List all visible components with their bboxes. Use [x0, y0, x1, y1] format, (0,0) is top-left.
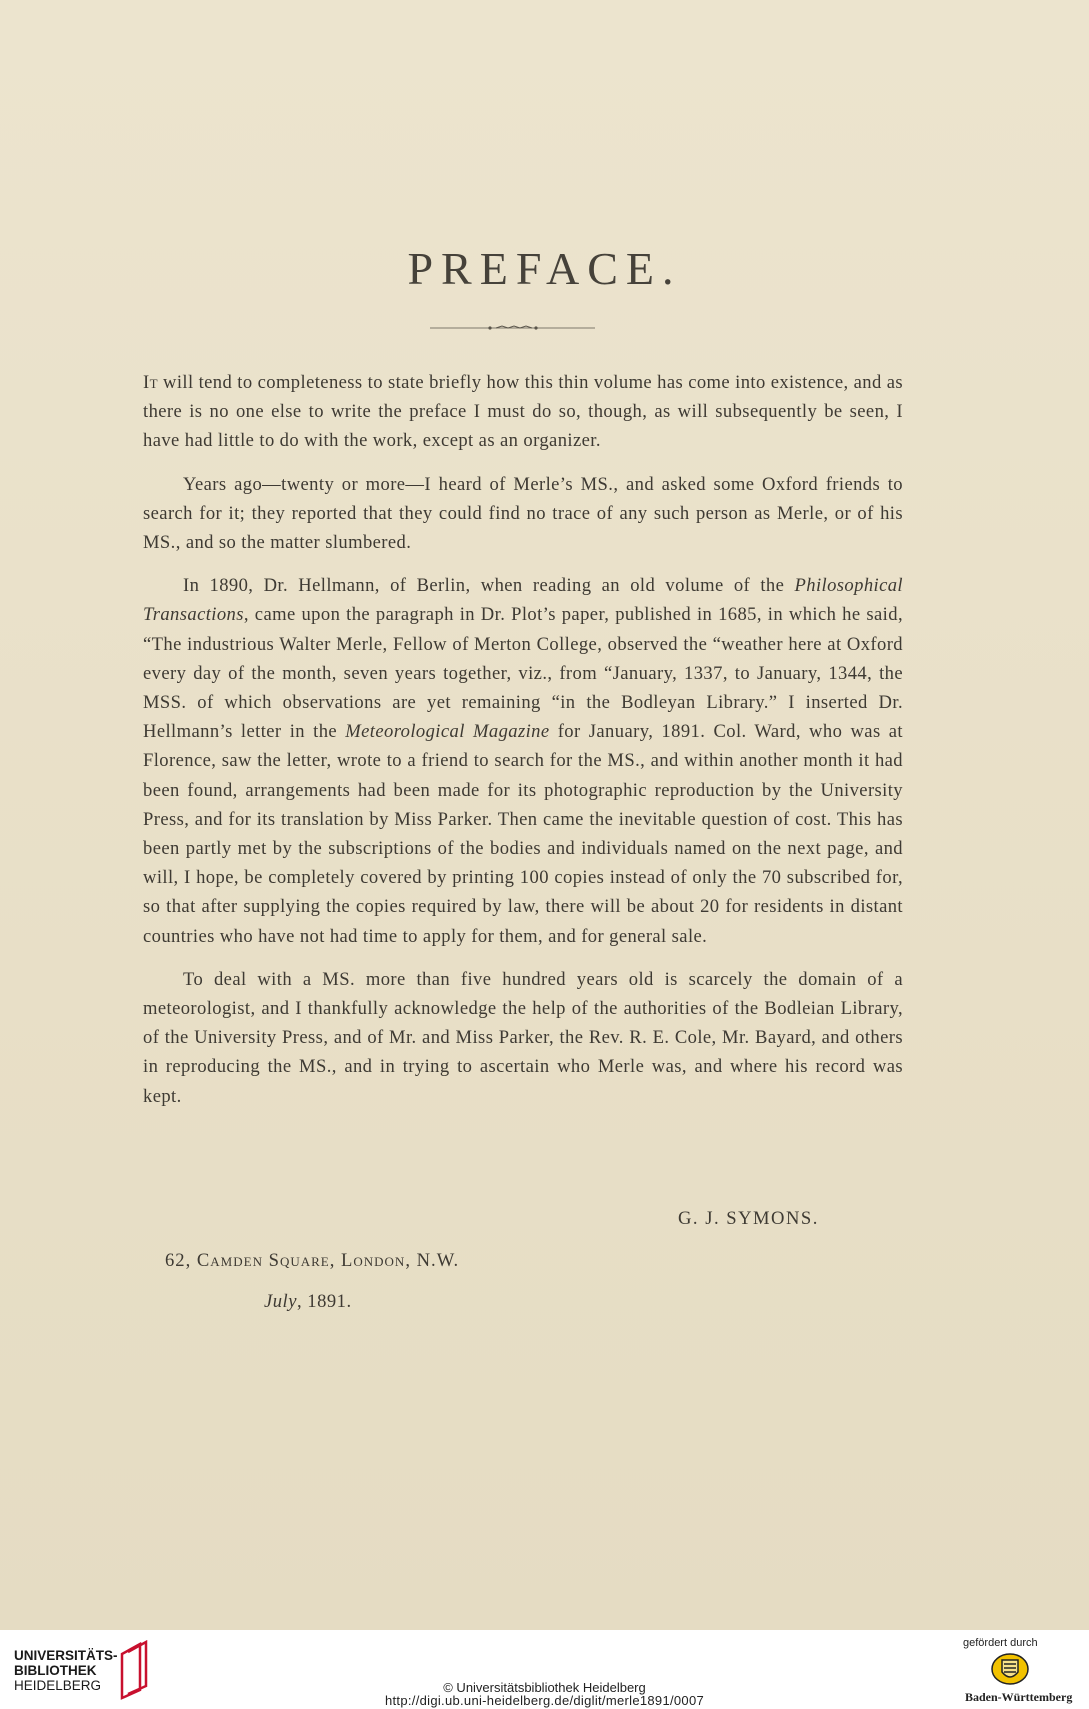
author-address: 62, Camden Square, London, N.W.	[165, 1250, 460, 1271]
paragraph-2: Years ago—twenty or more—I heard of Merle’s MS., and asked some Oxford friends to search for it; they reported that they could find no trace of any such person as Merle, or of his MS., and so the matter slumbered.	[143, 473, 903, 554]
copyright-notice: © Universitätsbibliothek Heidelberg	[443, 1680, 646, 1695]
library-name-line-3: HEIDELBERG	[14, 1678, 102, 1693]
date-month: July	[264, 1291, 297, 1312]
paragraph-3-part-1: In 1890, Dr. Hellmann, of Berlin, when reading an old volume of the	[183, 575, 795, 597]
digitization-footer	[0, 1630, 1089, 1709]
preface-date	[264, 1291, 352, 1313]
paragraph-1	[143, 368, 903, 456]
sponsor-name: Baden-Württemberg	[965, 1690, 1073, 1704]
author-signature: G. J. SYMONS.	[678, 1208, 819, 1229]
library-name-line-1: UNIVERSITÄTS-	[14, 1648, 118, 1663]
baden-wuerttemberg-crest-icon	[990, 1652, 1030, 1686]
date-year: , 1891.	[296, 1291, 352, 1312]
paragraph-3-part-3: for January, 1891. Col. Ward, who was at Florence, saw the letter, wrote to a friend to search for the MS., and within another month it had been found, arrangements had been made for its photographic reproduction by the University Press, and for its translation by Miss Parker. Then came the inevitable question of cost. This has been partly met by the subscriptions of the bodies and individuals named on the next page, and will, I hope, be completely covered by printing 100 copies instead of only the 70 subscribed for, so that after supplying the copies required by law, there will be about 20 for residents in distant countries who have not had time to apply for them, and for general sale.	[143, 721, 903, 947]
title-ornament-divider	[430, 325, 595, 331]
page-title: PREFACE.	[407, 243, 682, 294]
permalink-url[interactable]: http://digi.ub.uni-heidelberg.de/diglit/merle1891/0007	[384, 1693, 705, 1708]
sponsor-label: gefördert durch	[963, 1637, 1038, 1649]
paragraph-3	[143, 571, 903, 951]
paragraph-3-part-2: , came upon the paragraph in Dr. Plot’s paper, published in 1685, in which he said, “The industrious Walter Merle, Fellow of Merton College, observed the “weather here at Oxford every day of the month, seven years together, viz., from “January, 1337, to January, 1344, the MSS. of which observations are yet remaining “in the Bodleyan Library.” I inserted Dr. Hellmann’s letter in the	[143, 604, 903, 743]
paragraph-4: To deal with a MS. more than five hundred years old is scarcely the domain of a meteorologist, and I thankfully acknowledge the help of the authorities of the Bodleian Library, of the University Press, and of Mr. and Miss Parker, the Rev. R. E. Cole, Mr. Bayard, and others in reproducing the MS., and in trying to ascertain who Merle was, and where his record was kept.	[143, 968, 903, 1107]
paragraph-1-text: will tend to completeness to state briefly how this thin volume has come into existence, and as there is no one else to write the preface I must do so, though, as will subsequently be seen, I have had little to do with the work, except as an organizer.	[143, 372, 903, 452]
preface-body	[143, 368, 903, 1125]
italic-title-philosophical-transactions: Philosophical Transactions	[143, 575, 903, 626]
library-name-line-2: BIBLIOTHEK	[14, 1663, 97, 1678]
italic-title-meteorological-magazine: Meteorological Magazine	[345, 721, 550, 743]
drop-lead-word: It	[143, 372, 158, 393]
